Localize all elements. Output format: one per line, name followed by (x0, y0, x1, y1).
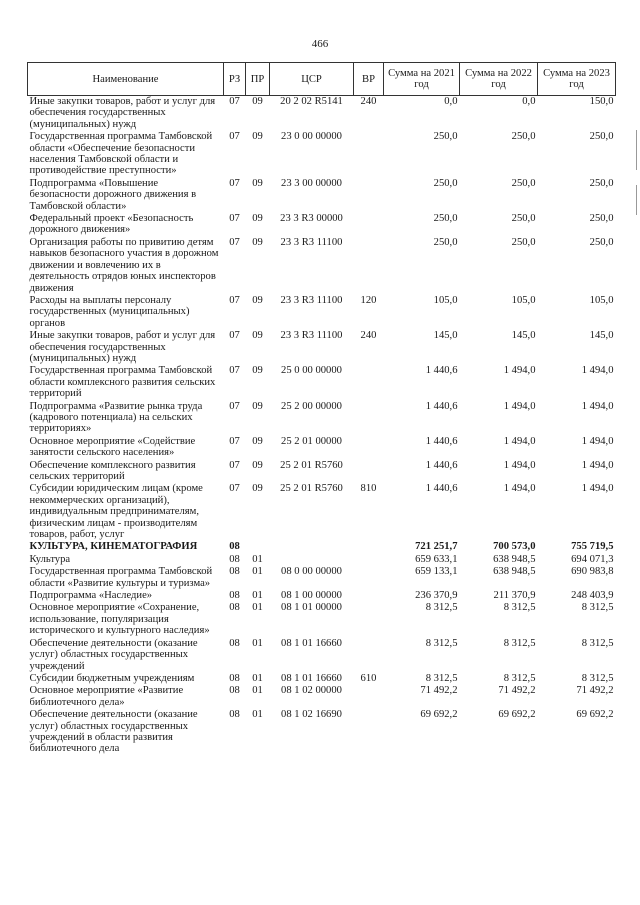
row-name: КУЛЬТУРА, КИНЕМАТОГРАФИЯ (29, 541, 198, 553)
row-vr: 810 (360, 483, 377, 495)
header-sum-2022: Сумма на 2022 год (460, 63, 538, 96)
row-vr (354, 213, 384, 237)
table-row (28, 673, 616, 685)
row-sum-2023: 1 494,0 (581, 400, 614, 412)
row-sum-2022: 250,0 (511, 177, 536, 189)
row-sum-2021: 105,0 (433, 294, 458, 306)
row-sum-2022: 638 948,5 (493, 566, 536, 578)
row-name: Государственная программа Тамбовской области «Обеспечение безопасности населения Тамбовской области и противодействие преступности» (29, 131, 213, 177)
row-sum-2023: 150,0 (589, 96, 614, 107)
row-sum-2022: 1 494,0 (503, 400, 536, 412)
row-rz: 07 (229, 236, 240, 248)
row-rz: 07 (229, 483, 240, 495)
row-csr: 08 1 01 16660 (281, 637, 342, 649)
row-sum-2021: 250,0 (433, 131, 458, 143)
row-csr: 25 0 00 00000 (281, 365, 342, 377)
row-sum-2021: 721 251,7 (415, 541, 458, 553)
row-sum-2022: 8 312,5 (503, 637, 536, 649)
row-name: Государственная программа Тамбовской области комплексного развития сельских территорий (29, 365, 216, 400)
row-sum-2021: 8 312,5 (425, 672, 458, 684)
row-vr (354, 541, 384, 553)
row-name: Основное мероприятие «Сохранение, использование, популяризация исторического и культурного наследия» (29, 602, 210, 637)
row-pr: 09 (252, 483, 263, 495)
row-sum-2023: 690 983,8 (571, 566, 614, 578)
row-sum-2021: 0,0 (444, 96, 458, 107)
row-sum-2022: 145,0 (511, 330, 536, 342)
row-vr (354, 638, 384, 673)
row-sum-2021: 659 133,1 (415, 566, 458, 578)
row-sum-2022: 1 494,0 (503, 365, 536, 377)
row-sum-2021: 659 633,1 (415, 553, 458, 565)
table-row (28, 685, 616, 709)
row-rz: 07 (229, 459, 240, 471)
row-csr: 08 0 00 00000 (281, 566, 342, 578)
row-csr: 25 2 01 00000 (281, 435, 342, 447)
row-csr: 25 2 01 R5760 (280, 483, 343, 495)
row-pr (246, 541, 270, 553)
row-vr: 610 (360, 672, 377, 684)
table-row (28, 295, 616, 330)
row-sum-2021: 250,0 (433, 177, 458, 189)
header-name: Наименование (28, 63, 224, 96)
row-rz: 07 (229, 177, 240, 189)
row-sum-2023: 694 071,3 (571, 553, 614, 565)
row-sum-2021: 1 440,6 (425, 483, 458, 495)
row-name: Субсидии юридическим лицам (кроме некоммерческих организаций), индивидуальным предпринимателям, физическим лицам - производителям товаров, работ, услуг (29, 483, 203, 541)
row-name: Обеспечение комплексного развития сельских территорий (29, 459, 196, 482)
row-vr: 240 (360, 330, 377, 342)
row-rz: 07 (229, 400, 240, 412)
row-rz: 07 (229, 365, 240, 377)
row-pr: 09 (252, 213, 263, 225)
header-sum-2023: Сумма на 2023 год (538, 63, 616, 96)
row-pr: 09 (252, 131, 263, 143)
row-pr: 01 (252, 553, 263, 565)
row-vr: 120 (360, 294, 377, 306)
header-rz: РЗ (224, 63, 246, 96)
page-number: 466 (311, 38, 329, 50)
row-sum-2023: 248 403,9 (571, 590, 614, 602)
row-sum-2023: 250,0 (589, 177, 614, 189)
row-sum-2022: 1 494,0 (503, 435, 536, 447)
table-row (28, 638, 616, 673)
row-sum-2023: 1 494,0 (581, 483, 614, 495)
row-sum-2021: 1 440,6 (425, 365, 458, 377)
row-vr (354, 401, 384, 436)
row-name: Основное мероприятие «Содействие занятости сельского населения» (29, 435, 196, 459)
row-sum-2022: 8 312,5 (503, 602, 536, 614)
row-sum-2021: 250,0 (433, 236, 458, 248)
row-name: Подпрограмма «Наследие» (29, 590, 153, 602)
budget-table (27, 62, 616, 756)
header-csr: ЦСР (270, 63, 354, 96)
row-vr (354, 237, 384, 295)
table-row (28, 365, 616, 400)
row-rz: 08 (229, 709, 240, 721)
row-sum-2023: 8 312,5 (581, 672, 614, 684)
row-rz: 08 (229, 637, 240, 649)
header-sum-2021: Сумма на 2021 год (384, 63, 460, 96)
row-pr: 09 (252, 459, 263, 471)
row-pr: 09 (252, 400, 263, 412)
row-sum-2023: 8 312,5 (581, 602, 614, 614)
row-sum-2022: 250,0 (511, 236, 536, 248)
row-rz: 08 (229, 672, 240, 684)
row-vr (354, 460, 384, 484)
row-vr (354, 178, 384, 213)
row-vr (354, 131, 384, 178)
row-rz: 08 (229, 590, 240, 602)
row-pr: 09 (252, 330, 263, 342)
row-name: Обеспечение деятельности (оказание услуг) областных государственных учреждений (29, 637, 198, 672)
table-row (28, 330, 616, 365)
table-row (28, 709, 616, 756)
row-sum-2023: 145,0 (589, 330, 614, 342)
table-header-row (28, 63, 616, 96)
row-sum-2022: 638 948,5 (493, 553, 536, 565)
row-sum-2022: 700 573,0 (493, 541, 536, 553)
row-sum-2021: 1 440,6 (425, 435, 458, 447)
row-sum-2021: 71 492,2 (420, 685, 458, 697)
row-rz: 08 (229, 566, 240, 578)
row-pr: 01 (252, 590, 263, 602)
row-sum-2021: 8 312,5 (425, 637, 458, 649)
table-row (28, 566, 616, 590)
row-sum-2023: 250,0 (589, 131, 614, 143)
row-name: Подпрограмма «Повышение безопасности дорожного движения в Тамбовской области» (29, 177, 197, 212)
row-rz: 08 (229, 541, 240, 553)
table-row (28, 401, 616, 436)
row-vr (354, 554, 384, 566)
row-pr: 09 (252, 236, 263, 248)
row-csr: 25 2 00 00000 (281, 400, 342, 412)
row-sum-2022: 69 692,2 (498, 709, 536, 721)
row-sum-2021: 1 440,6 (425, 400, 458, 412)
row-sum-2022: 1 494,0 (503, 459, 536, 471)
row-sum-2023: 1 494,0 (581, 435, 614, 447)
row-vr (354, 590, 384, 602)
table-body (28, 96, 616, 756)
row-sum-2023: 8 312,5 (581, 637, 614, 649)
row-sum-2022: 250,0 (511, 131, 536, 143)
row-name: Государственная программа Тамбовской области «Развитие культуры и туризма» (29, 566, 213, 589)
row-rz: 07 (229, 435, 240, 447)
row-vr (354, 365, 384, 400)
table-row (28, 237, 616, 295)
row-csr: 23 0 00 00000 (281, 131, 342, 143)
row-csr: 20 2 02 R5141 (280, 96, 343, 107)
row-pr: 01 (252, 685, 263, 697)
table-row (28, 96, 616, 132)
row-name: Расходы на выплаты персоналу государственных (муниципальных) органов (29, 294, 190, 329)
header-vr: ВР (354, 63, 384, 96)
row-pr: 09 (252, 177, 263, 189)
table-row (28, 436, 616, 460)
row-sum-2022: 250,0 (511, 213, 536, 225)
row-csr (270, 554, 354, 566)
row-name: Обеспечение деятельности (оказание услуг) областных государственных учреждений в области развития библиотечного дела (29, 709, 198, 755)
row-vr (354, 602, 384, 637)
row-vr (354, 709, 384, 756)
row-pr: 01 (252, 637, 263, 649)
row-vr (354, 685, 384, 709)
row-pr: 01 (252, 672, 263, 684)
table-row (28, 213, 616, 237)
row-sum-2021: 8 312,5 (425, 602, 458, 614)
row-sum-2022: 1 494,0 (503, 483, 536, 495)
row-name: Иные закупки товаров, работ и услуг для обеспечения государственных (муниципальных) нужд (29, 330, 216, 364)
row-csr: 23 3 R3 11100 (280, 294, 343, 306)
row-rz: 07 (229, 330, 240, 342)
row-sum-2021: 69 692,2 (420, 709, 458, 721)
row-csr: 08 1 02 00000 (281, 685, 342, 697)
row-csr: 08 1 01 00000 (281, 602, 342, 614)
row-sum-2023: 250,0 (589, 213, 614, 225)
table-row (28, 460, 616, 484)
row-sum-2022: 71 492,2 (498, 685, 536, 697)
row-rz: 08 (229, 602, 240, 614)
table-row (28, 483, 616, 541)
table-row (28, 541, 616, 553)
table-row (28, 590, 616, 602)
row-csr: 23 3 R3 00000 (280, 213, 343, 225)
scan-edge-mark (636, 130, 637, 170)
table-row (28, 178, 616, 213)
row-pr: 09 (252, 96, 263, 107)
row-name: Организация работы по привитию детям навыков безопасного участия в дорожном движении и вовлечению их в деятельность отрядов юных инспекторов движения (29, 236, 219, 294)
row-rz: 08 (229, 685, 240, 697)
row-csr: 23 3 R3 11100 (280, 330, 343, 342)
row-sum-2022: 105,0 (511, 294, 536, 306)
row-rz: 07 (229, 294, 240, 306)
row-sum-2023: 1 494,0 (581, 365, 614, 377)
row-pr: 01 (252, 709, 263, 721)
row-name: Субсидии бюджетным учреждениям (29, 672, 195, 684)
row-sum-2023: 1 494,0 (581, 459, 614, 471)
table-row (28, 131, 616, 178)
row-pr: 01 (252, 566, 263, 578)
row-rz: 07 (229, 96, 240, 107)
table-row (28, 602, 616, 637)
header-pr: ПР (246, 63, 270, 96)
row-csr: 23 3 R3 11100 (280, 236, 343, 248)
row-vr: 240 (360, 96, 377, 107)
row-sum-2021: 145,0 (433, 330, 458, 342)
row-vr (354, 566, 384, 590)
row-sum-2023: 755 719,5 (571, 541, 614, 553)
row-csr: 08 1 02 16690 (281, 709, 342, 721)
table-row (28, 554, 616, 566)
row-sum-2023: 71 492,2 (576, 685, 614, 697)
row-pr: 09 (252, 294, 263, 306)
row-name: Федеральный проект «Безопасность дорожного движения» (29, 213, 194, 236)
row-vr (354, 436, 384, 460)
row-pr: 09 (252, 435, 263, 447)
row-name: Основное мероприятие «Развитие библиотечного дела» (29, 685, 184, 708)
row-csr: 08 1 00 00000 (281, 590, 342, 602)
row-sum-2023: 105,0 (589, 294, 614, 306)
row-pr: 01 (252, 602, 263, 614)
row-name: Подпрограмма «Развитие рынка труда (кадрового потенциала) на сельских территориях» (29, 400, 203, 435)
row-sum-2023: 69 692,2 (576, 709, 614, 721)
row-rz: 08 (229, 553, 240, 565)
row-csr: 25 2 01 R5760 (280, 459, 343, 471)
row-csr: 23 3 00 00000 (281, 177, 342, 189)
row-name: Иные закупки товаров, работ и услуг для обеспечения государственных (муниципальных) нужд (29, 96, 216, 130)
row-sum-2022: 211 370,9 (493, 590, 536, 602)
row-csr (270, 541, 354, 553)
row-sum-2022: 0,0 (522, 96, 536, 107)
row-pr: 09 (252, 365, 263, 377)
row-sum-2021: 1 440,6 (425, 459, 458, 471)
row-sum-2021: 250,0 (433, 213, 458, 225)
row-csr: 08 1 01 16660 (281, 672, 342, 684)
row-rz: 07 (229, 131, 240, 143)
row-sum-2021: 236 370,9 (415, 590, 458, 602)
scan-edge-mark (636, 185, 637, 215)
row-name: Культура (29, 553, 71, 565)
row-rz: 07 (229, 213, 240, 225)
row-sum-2023: 250,0 (589, 236, 614, 248)
row-sum-2022: 8 312,5 (503, 672, 536, 684)
